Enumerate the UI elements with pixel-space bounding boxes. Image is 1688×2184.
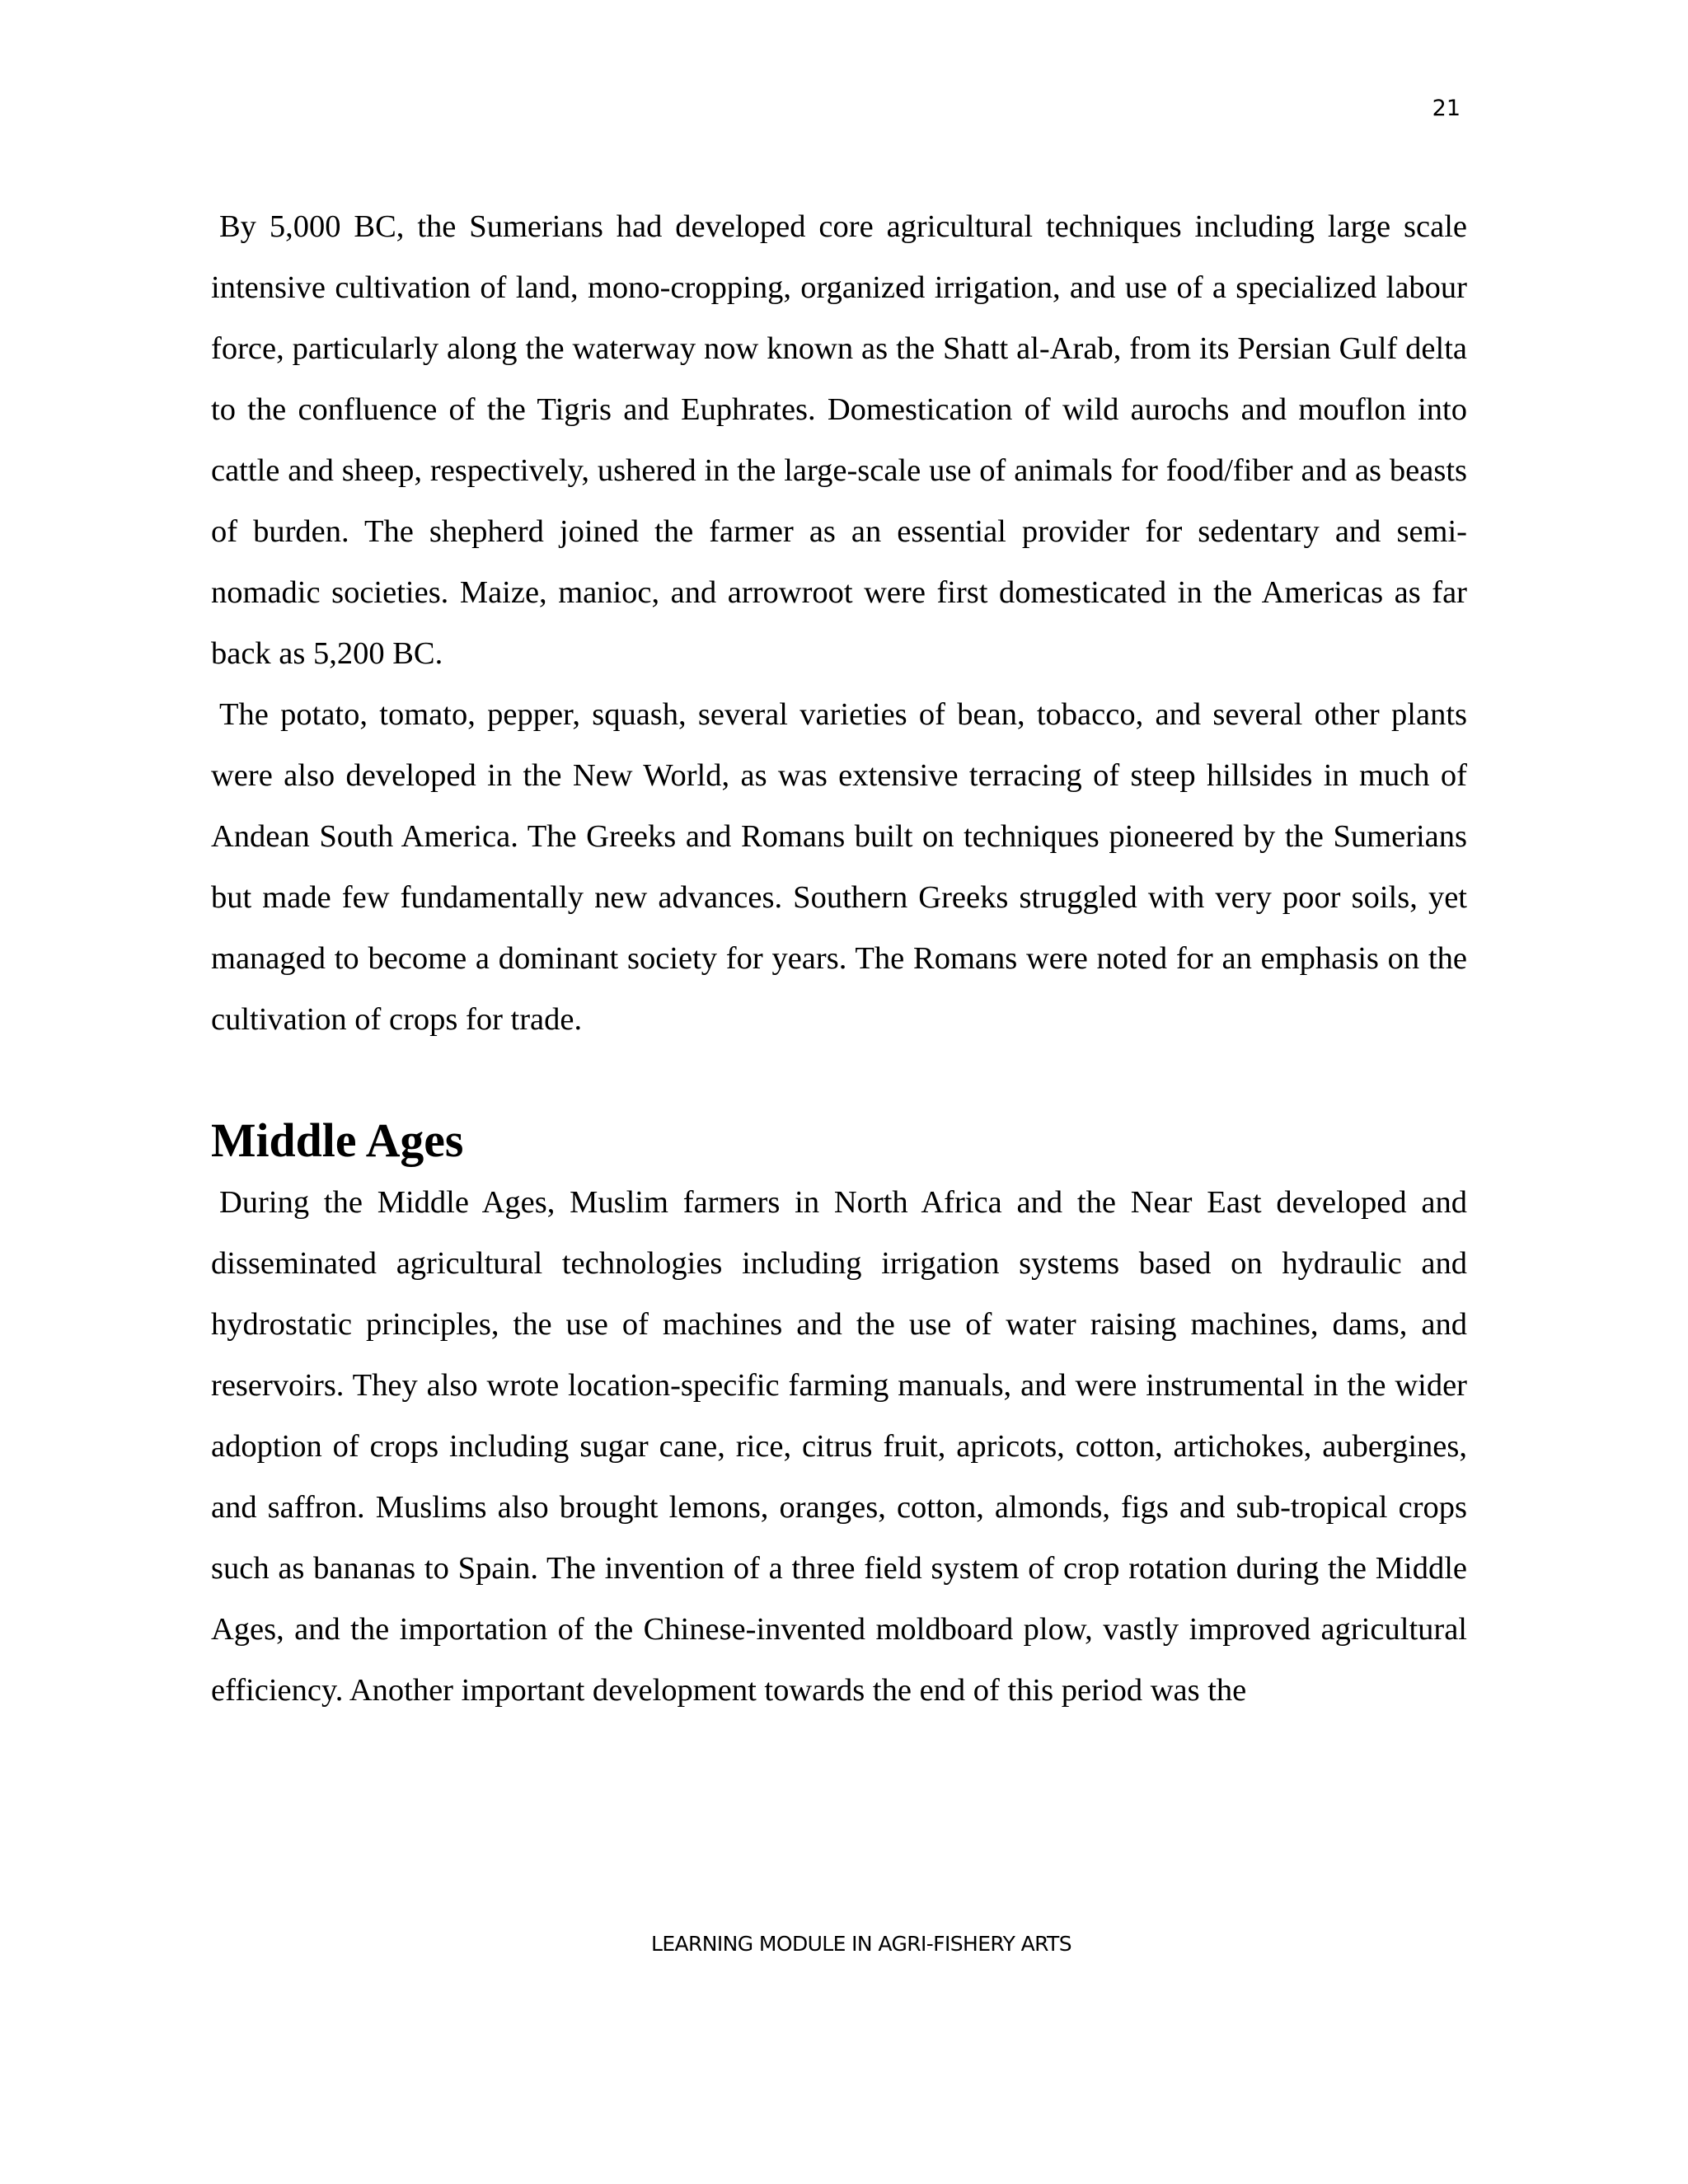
page-body <box>211 196 1467 1721</box>
paragraph-new-world: The potato, tomato, pepper, squash, several varieties of bean, tobacco, and several other plants were also developed in the New World, as was extensive terracing of steep hillsides in much of Andean South America. The Greeks and Romans built on techniques pioneered by the Sumerians but made few fundamentally new advances. Southern Greeks struggled with very poor soils, yet managed to become a dominant society for years. The Romans were noted for an emphasis on the cultivation of crops for trade. <box>211 697 1467 1037</box>
page-footer: LEARNING MODULE IN AGRI-FISHERY ARTS <box>651 1932 1071 1956</box>
paragraph-middle-ages: During the Middle Ages, Muslim farmers in North Africa and the Near East developed and disseminated agricultural technologies including irrigation systems based on hydraulic and hydrostatic principles, the use of machines and the use of water raising machines, dams, and reservoirs. They also wrote location-specific farming manuals, and were instrumental in the wider adoption of crops including sugar cane, rice, citrus fruit, apricots, cotton, artichokes, aubergines, and saffron. Muslims also brought lemons, oranges, cotton, almonds, figs and sub-tropical crops such as bananas to Spain. The invention of a three field system of crop rotation during the Middle Ages, and the importation of the Chinese-invented moldboard plow, vastly improved agricultural efficiency. Another important development towards the end of this period was the <box>211 1185 1467 1708</box>
section-heading-middle-ages: Middle Ages <box>211 1115 464 1167</box>
paragraph-sumerians: By 5,000 BC, the Sumerians had developed core agricultural techniques including large scale intensive cultivation of land, mono-cropping, organized irrigation, and use of a specialized labour force, particularly along the waterway now known as the Shatt al-Arab, from its Persian Gulf delta to the confluence of the Tigris and Euphrates. Domestication of wild aurochs and mouflon into cattle and sheep, respectively, ushered in the large-scale use of animals for food/fiber and as beasts of burden. The shepherd joined the farmer as an essential provider for sedentary and semi-nomadic societies. Maize, manioc, and arrowroot were first domesticated in the Americas as far back as 5,200 BC. <box>211 209 1467 671</box>
page-number: 21 <box>1432 96 1461 121</box>
